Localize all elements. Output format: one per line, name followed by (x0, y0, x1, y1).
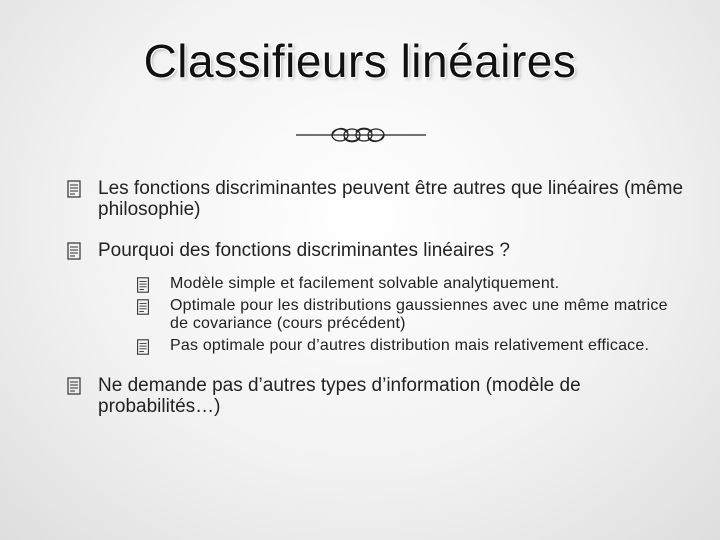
slide-title: Classifieurs linéaires (143, 35, 577, 87)
bullet-item (64, 178, 684, 220)
bullet-text: Les fonctions discriminantes peuvent être autres que linéaires (même philosophie) (98, 178, 684, 220)
sub-bullet-item (134, 297, 684, 333)
document-lines-icon (134, 276, 152, 294)
sub-bullet-text: Pas optimale pour d’autres distribution mais relativement efficace. (170, 337, 650, 354)
document-lines-icon (64, 376, 84, 396)
sub-bullet-text: Optimale pour les distributions gaussiennes avec une même matrice de covariance (cours précédent) (170, 297, 668, 332)
title-ornament-divider (296, 124, 426, 146)
document-lines-icon (64, 179, 84, 199)
document-lines-icon (64, 241, 84, 261)
sub-bullet-text: Modèle simple et facilement solvable analytiquement. (170, 275, 560, 292)
sub-bullet-list (98, 275, 684, 355)
bullet-item (64, 240, 684, 355)
bullet-text: Pourquoi des fonctions discriminantes linéaires ? (98, 240, 510, 261)
bullet-item (64, 375, 684, 417)
document-lines-icon (134, 298, 152, 316)
sub-bullet-item (134, 275, 684, 293)
bullet-list (64, 178, 684, 437)
sub-bullet-item (134, 337, 684, 355)
document-lines-icon (134, 338, 152, 356)
bullet-text: Ne demande pas d’autres types d’information (modèle de probabilités…) (98, 375, 581, 417)
